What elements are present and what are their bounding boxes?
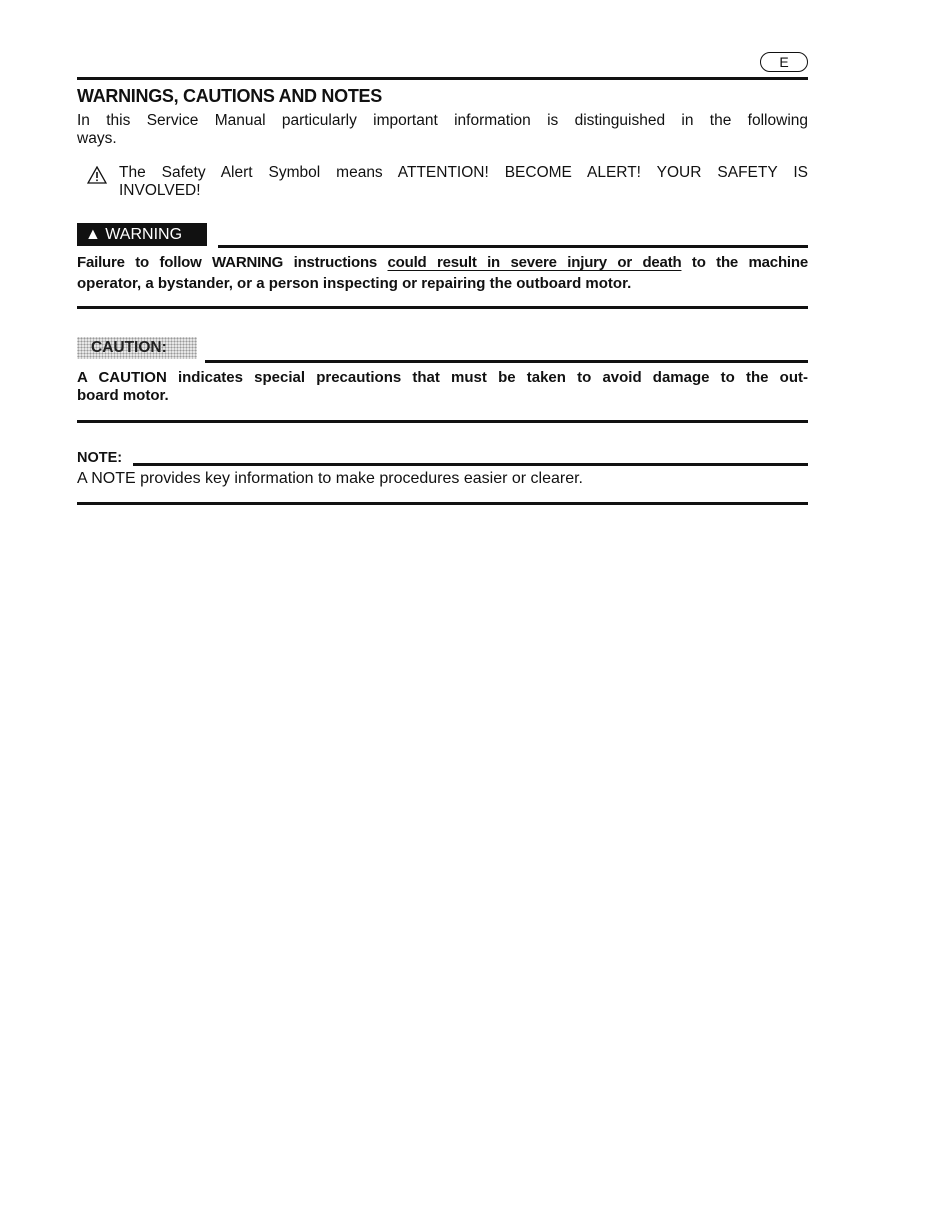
intro-line-1: In this Service Manual particularly important information is distinguished in the following [77,112,808,129]
warning-badge [77,223,207,246]
note-label: NOTE: [77,450,123,466]
page-title: WARNINGS, CAUTIONS AND NOTES [77,86,382,106]
warning-rule [218,245,808,248]
warning-text: to the machine [681,254,808,271]
warning-text: Failure to follow WARNING instructions [77,254,388,271]
warning-line-1 [77,254,808,271]
warning-triangle-icon [87,166,107,184]
intro-line-2: ways. [77,130,117,147]
caution-rule [205,360,808,363]
language-marker: E [760,52,808,72]
caution-line-2: board motor. [77,387,169,404]
top-rule [77,77,808,80]
caution-end-rule [77,420,808,423]
warning-label: WARNING [105,226,183,243]
warning-triangle-icon: ▲ [85,226,101,243]
note-end-rule [77,502,808,505]
safety-alert-line-1: The Safety Alert Symbol means ATTENTION! BECOME ALERT! YOUR SAFETY IS [119,164,808,181]
warning-end-rule [77,306,808,309]
note-rule [133,463,808,466]
warning-emphasis: could result in severe injury or death [387,254,682,271]
caution-line-1: A CAUTION indicates special precautions that must be taken to avoid damage to the out- [77,369,808,386]
safety-alert-line-2: INVOLVED! [119,182,201,199]
warning-line-2: operator, a bystander, or a person inspecting or repairing the outboard motor. [77,275,632,292]
caution-badge: CAUTION: [77,337,197,359]
note-line-1: A NOTE provides key information to make procedures easier or clearer. [77,470,583,487]
